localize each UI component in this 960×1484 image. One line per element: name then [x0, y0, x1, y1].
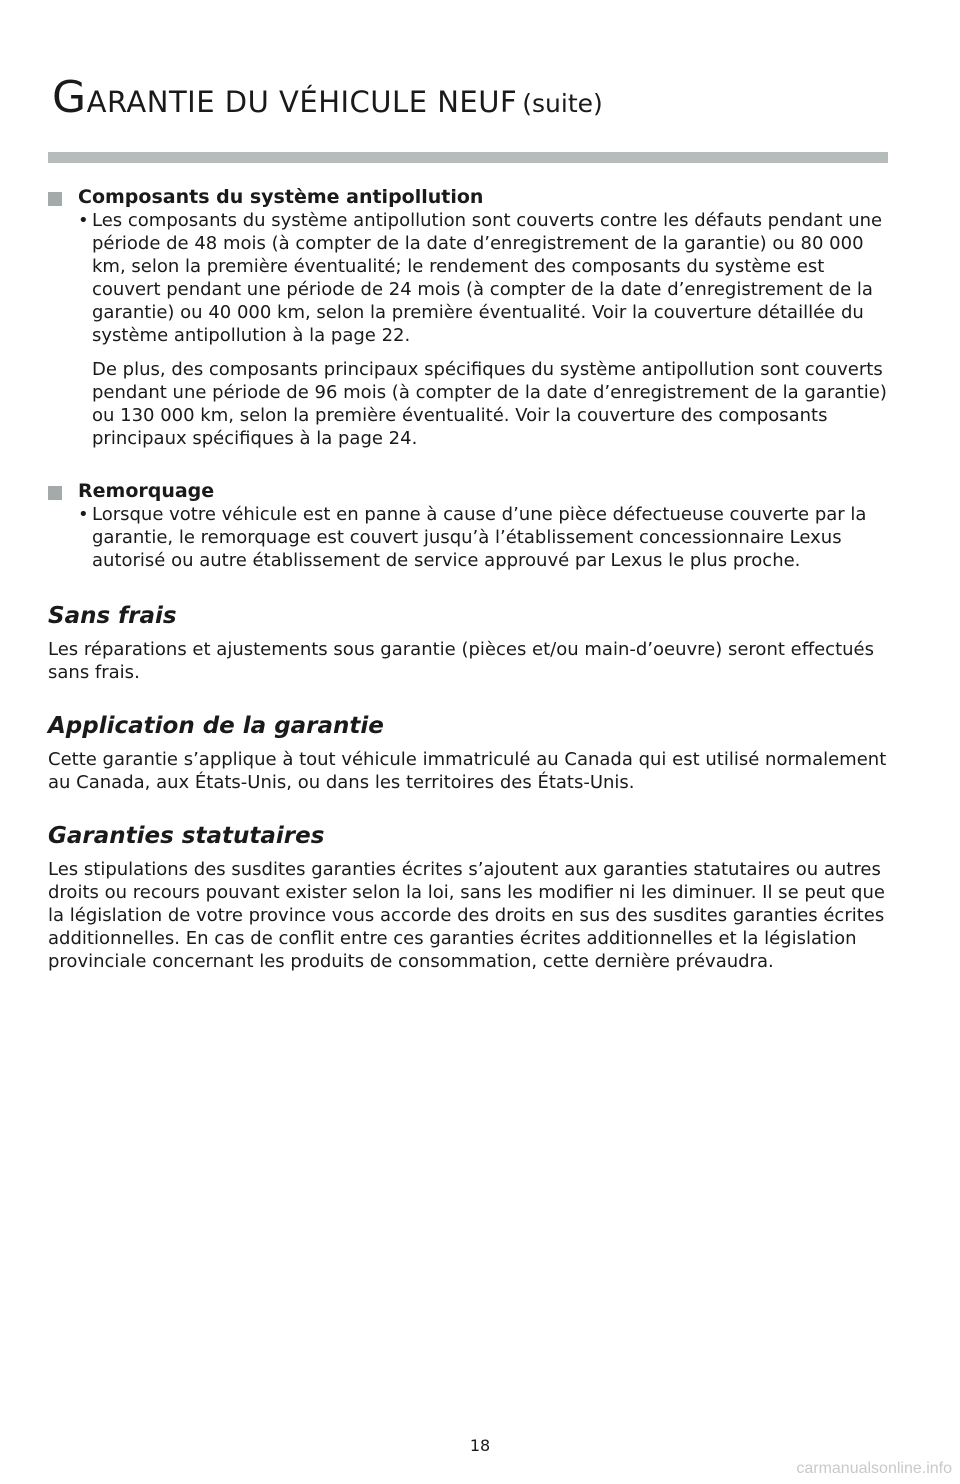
subsection-text-no-charge: Les réparations et ajustements sous garantie (pièces et/ou main-d’oeuvre) seront effectués sans frais.	[48, 639, 874, 683]
page-title-main	[52, 72, 518, 123]
bullet-dot-icon: •	[78, 504, 89, 525]
section-heading	[48, 480, 898, 503]
bullet-text: Lorsque votre véhicule est en panne à cause d’une pièce défectueuse couverte par la garantie, le remorquage est couvert jusqu’à l’établissement concessionnaire Lexus autorisé ou autre établissement de service approuvé par Lexus le plus proche.	[92, 504, 867, 571]
watermark: carmanualsonline.info	[796, 1460, 952, 1477]
page-number: 18	[469, 1436, 491, 1455]
page-title	[52, 72, 603, 123]
bullet-continuation-paragraph: De plus, des composants principaux spécifiques du système antipollution sont couverts pendant une période de 96 mois (à compter de la date d’enregistrement de la garantie) ou 130 000 km, selon la première éventualité. Voir la couverture des composants principaux spécifiques à la page 24.	[92, 359, 887, 449]
page-title-rest: ARANTIE DU VÉHICULE NEUF	[86, 85, 518, 119]
bullet-item	[48, 209, 898, 347]
section-heading	[48, 186, 898, 209]
subsection-heading-no-charge: Sans frais	[48, 603, 177, 629]
subsection-heading-application: Application de la garantie	[48, 713, 384, 739]
section-heading-text: Remorquage	[78, 480, 215, 502]
subsection-text-application: Cette garantie s’applique à tout véhicule immatriculé au Canada qui est utilisé normalement au Canada, aux États-Unis, ou dans les territoires des États-Unis.	[48, 749, 887, 793]
square-bullet-icon	[48, 192, 62, 206]
square-bullet-icon	[48, 486, 62, 500]
bullet-item	[48, 503, 898, 572]
subsection-heading-statutory: Garanties statutaires	[48, 823, 325, 849]
header-divider	[48, 152, 888, 163]
page-title-cap: G	[52, 72, 87, 123]
page-title-suffix: (suite)	[522, 89, 603, 118]
section-towing	[48, 480, 898, 572]
bullet-text: Les composants du système antipollution sont couverts contre les défauts pendant une période de 48 mois (à compter de la date d’enregistrement de la garantie) ou 80 000 km, selon la première éventualité; le rendement des composants du système est couvert pendant une période de 24 mois (à compter de la date d’enregistrement de la garantie) ou 40 000 km, selon la première éventualité. Voir la couverture détaillée du système antipollution à la page 22.	[92, 210, 883, 346]
subsection-text-statutory: Les stipulations des susdites garanties écrites s’ajoutent aux garanties statutaires ou autres droits ou recours pouvant exister selon la loi, sans les modifier ni les diminuer. Il se peut que la législation de votre province vous accorde des droits en sus des susdites garanties écrites additionnelles. En cas de conflit entre ces garanties écrites additionnelles et la législation provinciale concernant les produits de consommation, cette dernière prévaudra.	[48, 859, 885, 972]
section-emissions-components	[48, 186, 898, 450]
bullet-dot-icon: •	[78, 210, 89, 231]
section-heading-text: Composants du système antipollution	[78, 186, 484, 208]
page-content	[48, 186, 898, 1001]
